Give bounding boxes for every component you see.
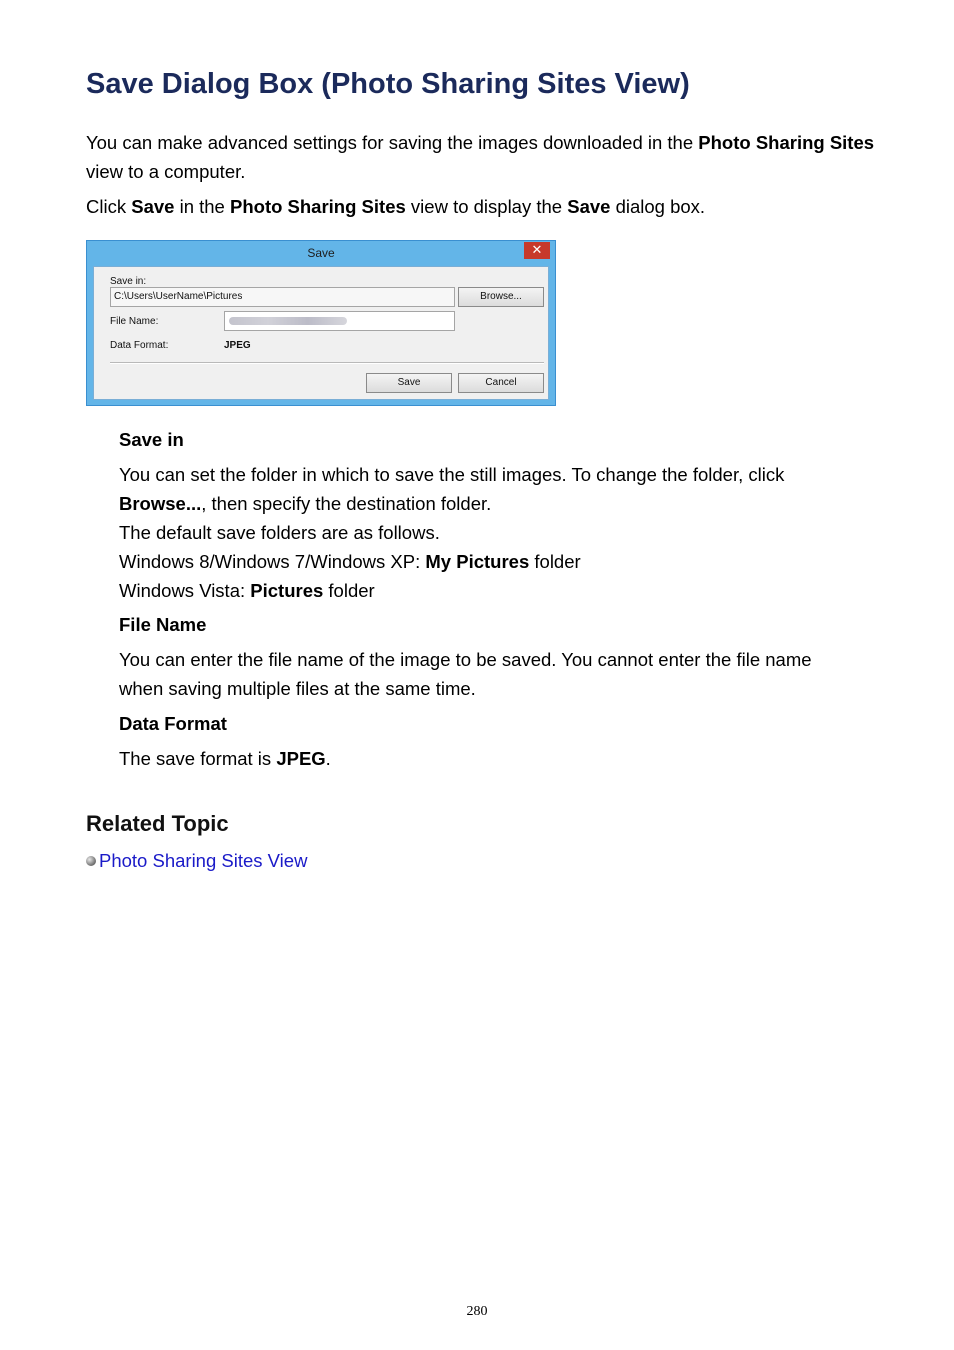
- intro-text: Click: [86, 196, 132, 217]
- description-text: , then specify the destination folder.: [201, 493, 492, 514]
- save-in-field[interactable]: C:\Users\UserName\Pictures: [110, 287, 455, 307]
- file-name-label: File Name:: [110, 316, 159, 327]
- description-text: .: [325, 748, 331, 769]
- intro-paragraph-2: [86, 192, 886, 221]
- dialog-body: [93, 266, 549, 400]
- bullet-icon: [86, 856, 96, 866]
- data-format-label: Data Format:: [110, 340, 169, 351]
- intro-text: view to a computer.: [86, 161, 246, 182]
- intro-text: dialog box.: [610, 196, 706, 217]
- intro-text: view to display the: [405, 196, 568, 217]
- intro-text: in the: [174, 196, 230, 217]
- intro-bold: Photo Sharing Sites: [698, 132, 875, 153]
- related-topic-heading: Related Topic: [86, 811, 229, 836]
- data-format-description: [119, 744, 879, 773]
- file-name-input[interactable]: [224, 311, 455, 331]
- intro-text: You can make advanced settings for saving the images downloaded in the: [86, 132, 699, 153]
- photo-sharing-sites-view-link[interactable]: Photo Sharing Sites View: [99, 850, 308, 871]
- page-number: 280: [466, 1304, 488, 1319]
- description-text: when saving multiple files at the same time.: [119, 678, 476, 699]
- description-text: You can enter the file name of the image to be saved. You cannot enter the file name: [119, 649, 812, 670]
- description-text: folder: [529, 551, 581, 572]
- intro-bold: Save: [567, 196, 611, 217]
- related-topic-item: [86, 850, 307, 872]
- description-text: The save format is: [119, 748, 277, 769]
- description-text: The default save folders are as follows.: [119, 522, 440, 543]
- save-button[interactable]: Save: [366, 373, 452, 393]
- intro-bold: Save: [131, 196, 175, 217]
- page-title: Save Dialog Box (Photo Sharing Sites View): [86, 68, 690, 100]
- intro-paragraph-1: [86, 128, 886, 186]
- description-bold: My Pictures: [425, 551, 530, 572]
- description-bold: Pictures: [250, 580, 324, 601]
- save-dialog-screenshot: [86, 240, 556, 406]
- description-text: Windows 8/Windows 7/Windows XP:: [119, 551, 426, 572]
- data-format-value: JPEG: [224, 340, 251, 351]
- file-name-description: [119, 645, 879, 703]
- save-in-heading: Save in: [119, 429, 184, 450]
- cancel-button[interactable]: Cancel: [458, 373, 544, 393]
- close-icon[interactable]: ✕: [524, 242, 550, 259]
- description-text: Windows Vista:: [119, 580, 251, 601]
- description-text: folder: [323, 580, 375, 601]
- file-name-heading: File Name: [119, 614, 207, 635]
- blurred-file-name: [229, 317, 347, 325]
- browse-button[interactable]: Browse...: [458, 287, 544, 307]
- description-bold: Browse...: [119, 493, 202, 514]
- dialog-title: Save: [307, 246, 335, 260]
- description-bold: JPEG: [276, 748, 326, 769]
- data-format-heading: Data Format: [119, 713, 227, 734]
- intro-bold: Photo Sharing Sites: [230, 196, 406, 217]
- dialog-separator: [110, 362, 544, 364]
- description-text: You can set the folder in which to save the still images. To change the folder, click: [119, 464, 785, 485]
- save-in-description: [119, 460, 879, 605]
- save-in-label: Save in:: [110, 276, 147, 287]
